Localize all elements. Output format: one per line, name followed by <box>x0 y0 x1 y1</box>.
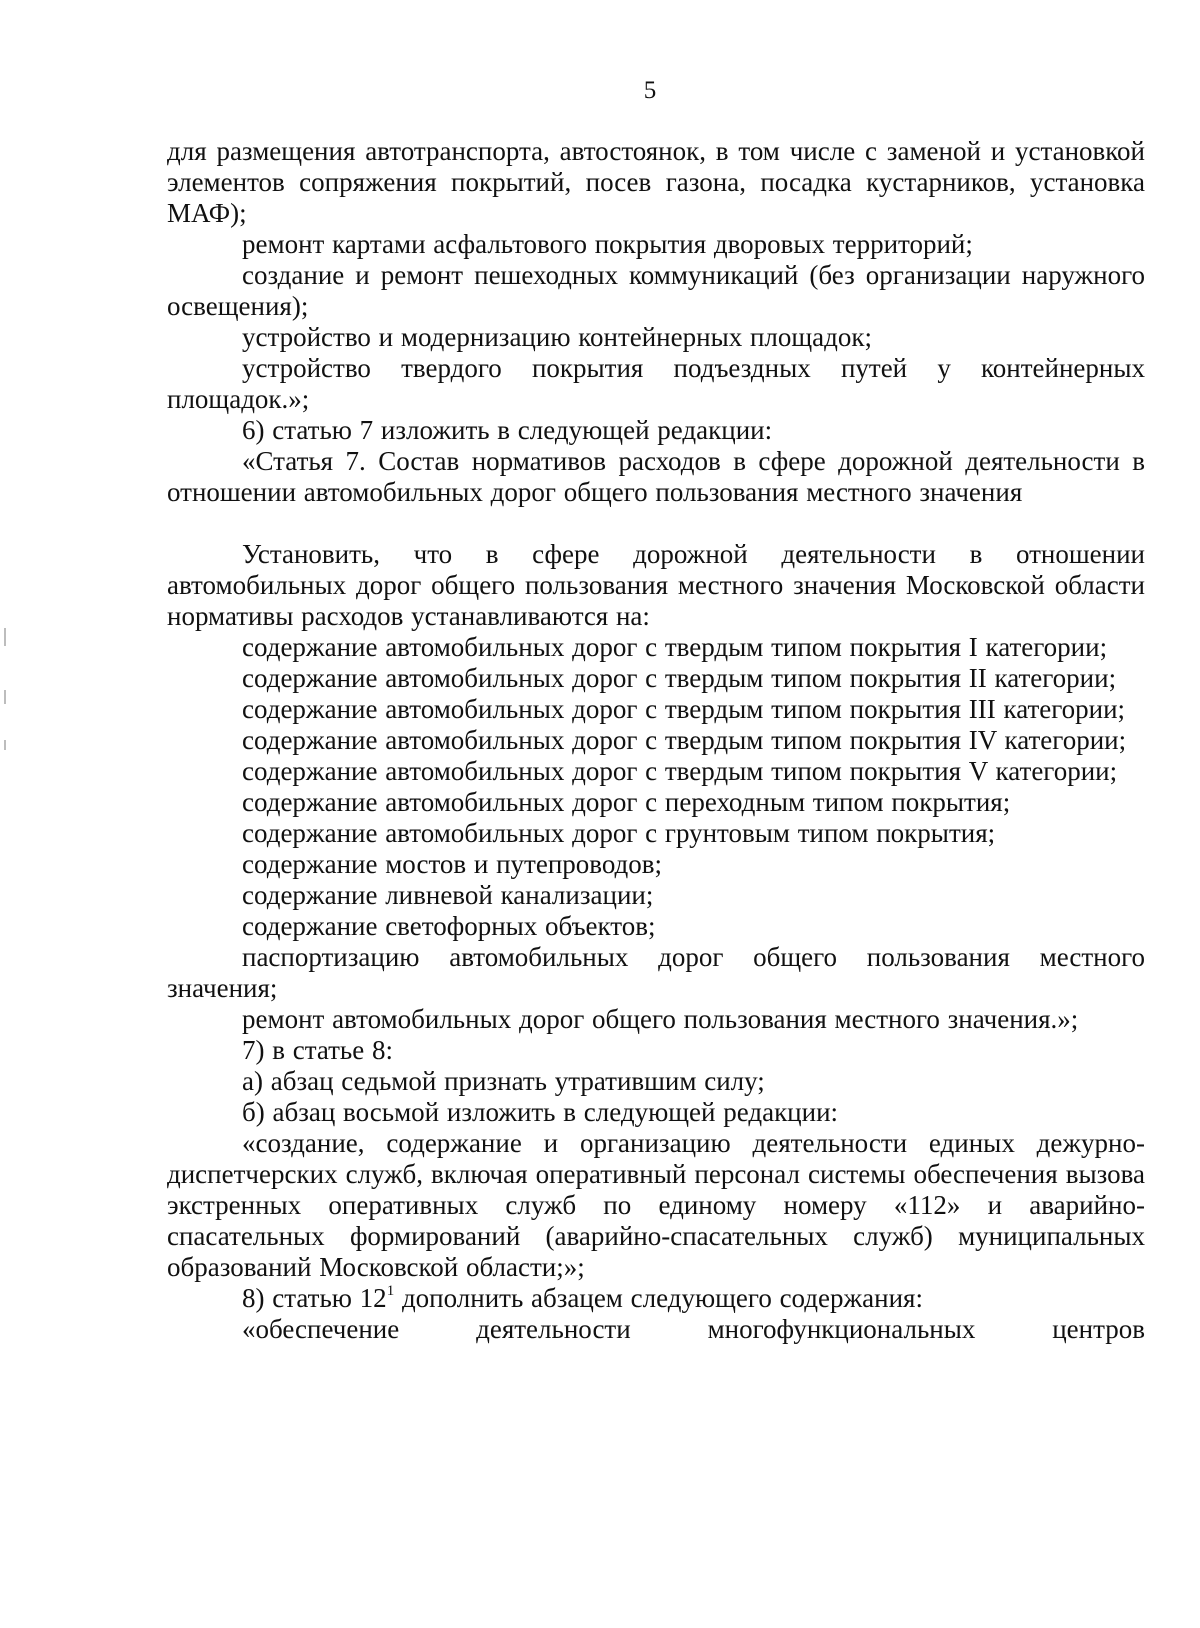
paragraph: ремонт картами асфальтового покрытия дворовых территорий; <box>242 229 973 259</box>
paragraph: для размещения автотранспорта, автостоянок, в том числе с заменой и установкой элементов сопряжения покрытий, посев газона, посадка кустарников, установка МАФ); <box>167 136 1145 228</box>
paragraph-text-end: дополнить абзацем следующего содержания: <box>394 1283 923 1313</box>
list-item: ремонт автомобильных дорог общего пользования местного значения.»; <box>242 1004 1079 1034</box>
list-item: содержание автомобильных дорог с переходным типом покрытия; <box>242 787 1011 817</box>
scan-margin-mark <box>4 628 6 646</box>
paragraph: создание и ремонт пешеходных коммуникаций (без организации наружного освещения); <box>167 260 1145 321</box>
paragraph: «создание, содержание и организацию деятельности единых дежурно-диспетчерских служб, включая оперативный персонал системы обеспечения вызова экстренных оперативных служб по единому номеру «112» и аварийно-спасательных формирований (аварийно-спасательных служб) муниципальных образований Московской области;»; <box>167 1128 1145 1282</box>
superscript: 1 <box>386 1283 395 1299</box>
list-item: содержание автомобильных дорог с твердым типом покрытия V категории; <box>242 756 1118 786</box>
blank-line <box>167 508 1145 539</box>
paragraph-text-start: 8) статью 12 <box>242 1283 387 1313</box>
document-body <box>167 136 1145 1345</box>
scan-margin-mark <box>4 740 6 750</box>
scan-margin-mark <box>4 690 6 704</box>
list-item: содержание светофорных объектов; <box>242 911 656 941</box>
paragraph <box>167 1283 1145 1314</box>
list-item: паспортизацию автомобильных дорог общего пользования местного значения; <box>167 942 1145 1003</box>
list-item: содержание ливневой канализации; <box>242 880 654 910</box>
list-item: содержание мостов и путепроводов; <box>242 849 663 879</box>
article-heading: «Статья 7. Состав нормативов расходов в сфере дорожной деятельности в отношении автомобильных дорог общего пользования местного значения <box>167 446 1145 507</box>
paragraph: «обеспечение деятельности многофункциональных центров <box>242 1314 1145 1344</box>
list-item: содержание автомобильных дорог с твердым типом покрытия IV категории; <box>242 725 1127 755</box>
paragraph: а) абзац седьмой признать утратившим силу; <box>242 1066 765 1096</box>
paragraph: б) абзац восьмой изложить в следующей редакции: <box>242 1097 839 1127</box>
list-item: содержание автомобильных дорог с твердым типом покрытия I категории; <box>242 632 1108 662</box>
paragraph: Установить, что в сфере дорожной деятельности в отношении автомобильных дорог общего пользования местного значения Московской области нормативы расходов устанавливаются на: <box>167 539 1145 631</box>
paragraph: устройство и модернизацию контейнерных площадок; <box>242 322 873 352</box>
list-item: содержание автомобильных дорог с твердым типом покрытия II категории; <box>242 663 1117 693</box>
paragraph: 7) в статье 8: <box>242 1035 393 1065</box>
list-item: содержание автомобильных дорог с грунтовым типом покрытия; <box>242 818 996 848</box>
paragraph: устройство твердого покрытия подъездных путей у контейнерных площадок.»; <box>167 353 1145 414</box>
page-number: 5 <box>643 77 657 104</box>
list-item: содержание автомобильных дорог с твердым типом покрытия III категории; <box>242 694 1126 724</box>
paragraph: 6) статью 7 изложить в следующей редакции: <box>242 415 773 445</box>
